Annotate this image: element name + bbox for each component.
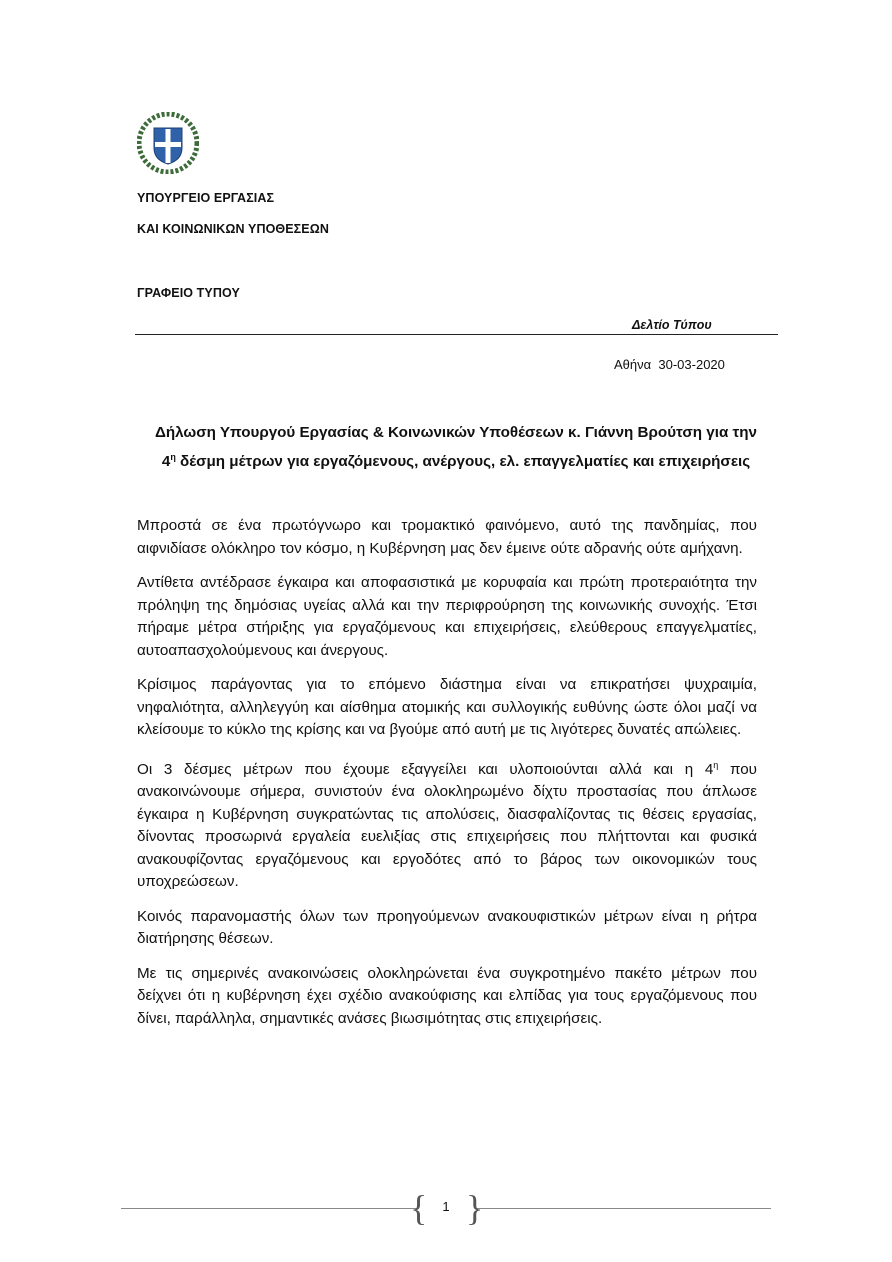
press-release-label: Δελτίο Τύπου [632, 318, 712, 332]
page-number: 1 [442, 1199, 450, 1214]
paragraph-1: Μπροστά σε ένα πρωτόγνωρο και τρομακτικό φαινόμενο, αυτό της πανδημίας, που αιφνιδίασε ολόκληρο τον κόσμο, η Κυβέρνηση μας δεν έμεινε ούτε αδρανής ούτε αμήχανη. [137, 517, 757, 557]
document-title [100, 420, 812, 474]
ministry-name-line-2: ΚΑΙ ΚΟΙΝΩΝΙΚΩΝ ΥΠΟΘΕΣΕΩΝ [137, 222, 329, 236]
press-office-label: ΓΡΑΦΕΙΟ ΤΥΠΟΥ [137, 286, 240, 300]
document-body [137, 515, 757, 1042]
title-line-2-text: δέσμη μέτρων για εργαζόμενους, ανέργους, ελ. επαγγελματίες και επιχειρήσεις [175, 453, 751, 471]
paragraph-4 [137, 754, 757, 894]
paragraph-3: Κρίσιμος παράγοντας για το επόμενο διάστημα είναι να επικρατήσει ψυχραιμία, νηφαλιότητα, αλληλεγγύη και αίσθημα ατομικής και συλλογικής ευθύνης ώστε όλοι μαζί να κλείσουμε το κύκλο της κρίσης και να βγούμε από αυτή με τις λιγότερες δυνατές απώλειες. [137, 676, 757, 738]
paragraph-4-start: Οι 3 δέσμες μέτρων που έχουμε εξαγγείλει και υλοποιούνται αλλά και η 4 [137, 760, 714, 778]
footer-divider-left [121, 1208, 417, 1209]
paragraph-2: Αντίθετα αντέδρασε έγκαιρα και αποφασιστικά με κορυφαία και πρώτη προτεραιότητα την πρόληψη της δημόσιας υγείας αλλά και την περιφρούρηση της κοινωνικής συνοχής. Έτσι πήραμε μέτρα στήριξης για εργαζόμενους και επιχειρήσεις, ελεύθερους επαγγελματίες, αυτοαπασχολούμενους και άνεργους. [137, 574, 757, 659]
right-brace-icon: } [466, 1188, 484, 1228]
greek-coat-of-arms-icon [137, 112, 199, 174]
title-line-2 [100, 445, 812, 474]
header-divider [135, 334, 778, 335]
title-ordinal: 4 [161, 453, 171, 471]
title-ordinal-suffix: η [170, 452, 176, 462]
left-brace-icon: { [410, 1188, 428, 1228]
paragraph-4-ordinal-suffix: η [713, 759, 719, 770]
title-line-1: Δήλωση Υπουργού Εργασίας & Κοινωνικών Υποθέσεων κ. Γιάννη Βρούτση για την [154, 424, 758, 441]
place-date [614, 357, 725, 372]
place: Αθήνα [614, 357, 652, 372]
ministry-name-line-1: ΥΠΟΥΡΓΕΙΟ ΕΡΓΑΣΙΑΣ [137, 191, 275, 205]
footer-divider-right [475, 1208, 771, 1209]
paragraph-5: Κοινός παρανομαστής όλων των προηγούμενων ανακουφιστικών μέτρων είναι η ρήτρα διατήρησης θέσεων. [137, 907, 757, 948]
release-date: 30-03-2020 [658, 357, 725, 372]
paragraph-4-rest: που ανακοινώνουμε σήμερα, συνιστούν ένα ολοκληρωμένο δίχτυ προστασίας που άπλωσε έγκαιρα η Κυβέρνηση συγκρατώντας τις απολύσεις, διασφαλίζοντας τις θέσεις εργασίας, δίνοντας προσωρινά εργαλεία ευελιξίας στις επιχειρήσεις που πλήττονται και φυσικά ανακουφίζοντας εργαζόμενους και εργοδότες από το βάρος των οικονομικών τους υποχρεώσεων. [137, 760, 757, 891]
paragraph-6: Με τις σημερινές ανακοινώσεις ολοκληρώνεται ένα συγκροτημένο πακέτο μέτρων που δείχνει ότι η κυβέρνηση έχει σχέδιο ανακούφισης και ελπίδας για τους εργαζόμενους που δίνει, παράλληλα, σημαντικές ανάσες βιωσιμότητας στις επιχειρήσεις. [137, 964, 757, 1027]
